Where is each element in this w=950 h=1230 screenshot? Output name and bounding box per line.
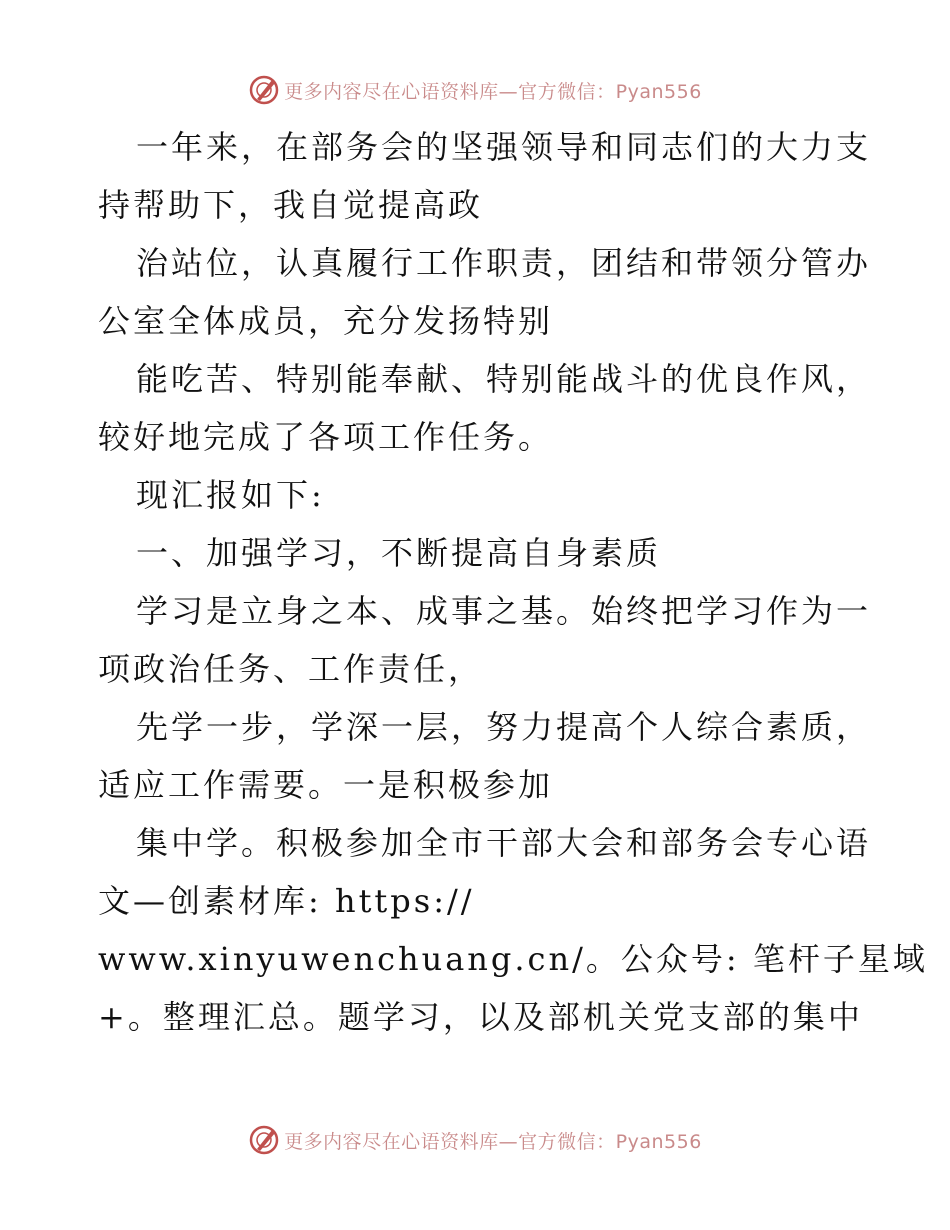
text-line: +。整理汇总。题学习，以及部机关党支部的集中: [98, 998, 863, 1036]
document-body: [98, 118, 928, 1046]
header-watermark-banner: [0, 70, 950, 110]
text-line: www.xinyuwenchuang.cn/。公众号: 笔杆子星域: [98, 940, 928, 978]
text-line: 适应工作需要。一是积极参加: [98, 766, 554, 804]
text-line: 持帮助下，我自觉提高政: [98, 186, 484, 224]
text-line: 现汇报如下:: [136, 476, 325, 514]
text-line: 公室全体成员，充分发扬特别: [98, 302, 554, 340]
text-line: 先学一步，学深一层，努力提高个人综合素质，: [136, 708, 872, 746]
footer-watermark-text: 更多内容尽在心语资料库—官方微信：Pyan556: [284, 1130, 702, 1153]
text-line: 学习是立身之本、成事之基。始终把学习作为一: [136, 592, 872, 630]
text-line: 集中学。积极参加全市干部大会和部务会专心语: [136, 824, 872, 862]
section-heading: 一、加强学习，不断提高自身素质: [136, 534, 662, 572]
text-line: 能吃苦、特别能奉献、特别能战斗的优良作风，: [136, 360, 872, 398]
text-line: 一年来，在部务会的坚强领导和同志们的大力支: [136, 128, 872, 166]
footer-watermark-banner: [0, 1120, 950, 1160]
text-line: 项政治任务、工作责任，: [98, 650, 484, 688]
pen-nib-icon: [248, 74, 280, 106]
text-line: 较好地完成了各项工作任务。: [98, 418, 554, 456]
pen-nib-icon: [248, 1124, 280, 1156]
text-line: 治站位，认真履行工作职责，团结和带领分管办: [136, 244, 872, 282]
text-line: 文—创素材库: https://: [98, 882, 475, 920]
header-watermark-text: 更多内容尽在心语资料库—官方微信：Pyan556: [284, 80, 702, 103]
